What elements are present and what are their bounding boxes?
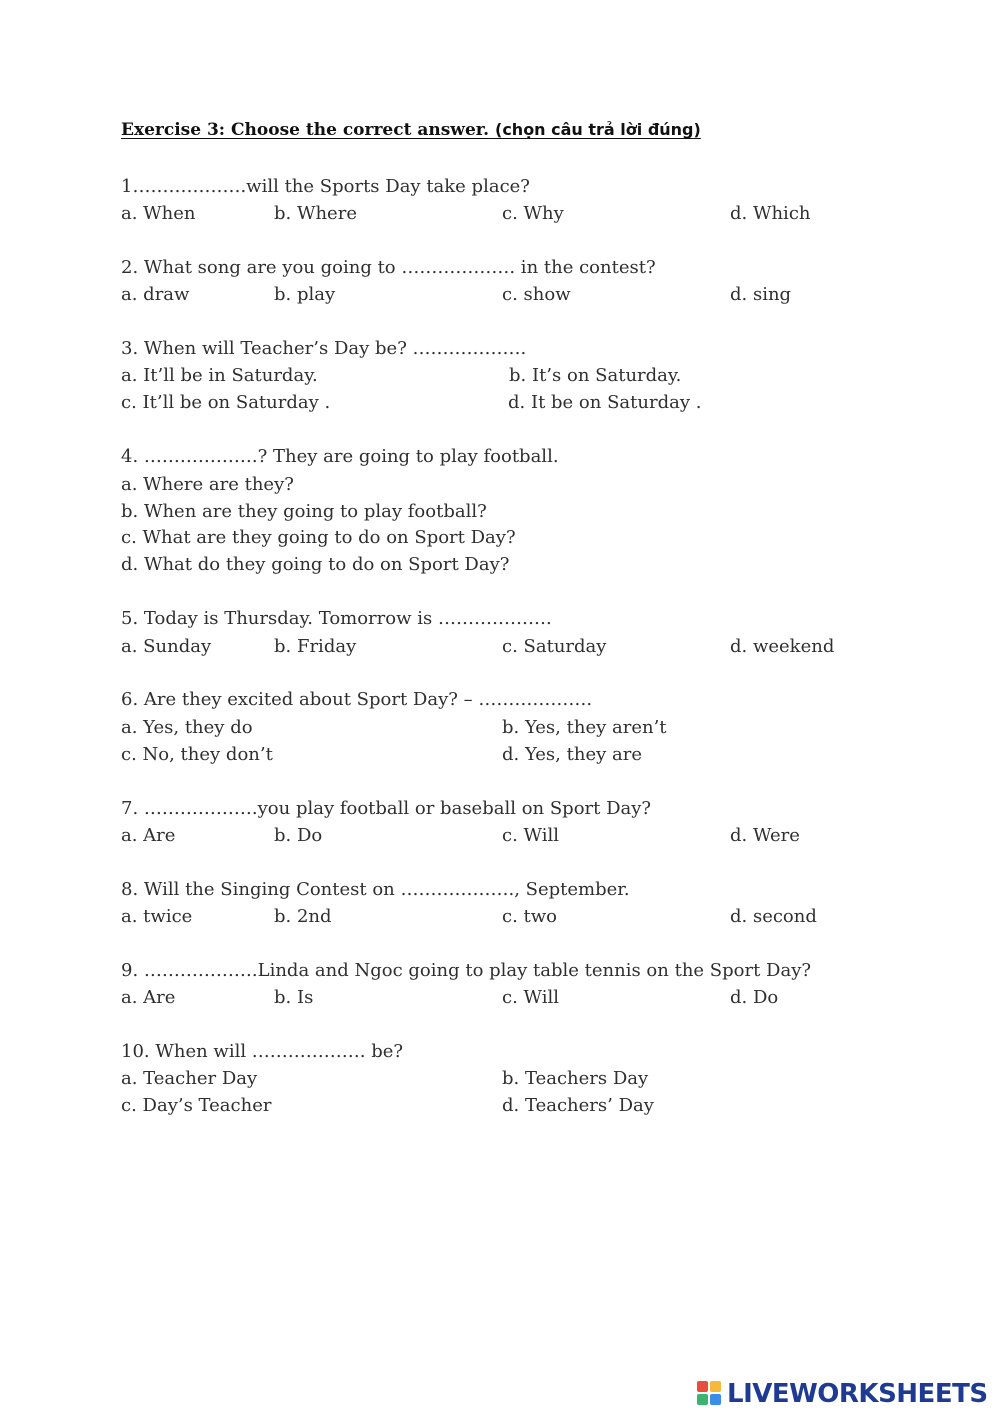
question-3-option-b[interactable]: b. It’s on Saturday.	[509, 365, 682, 386]
question-7-option-c[interactable]: c. Will	[502, 825, 559, 846]
question-9-option-c[interactable]: c. Will	[502, 987, 559, 1008]
liveworksheets-logo-text: LIVEWORKSHEETS	[727, 1379, 988, 1409]
question-7-option-b[interactable]: b. Do	[274, 825, 323, 846]
exercise-title-translation: (chọn câu trả lời đúng)	[495, 120, 701, 139]
question-1-option-d[interactable]: d. Which	[730, 203, 811, 224]
question-4-option-d[interactable]: d. What do they going to do on Sport Day?	[121, 554, 510, 575]
question-3-option-d[interactable]: d. It be on Saturday .	[508, 392, 702, 413]
question-10-option-b[interactable]: b. Teachers Day	[502, 1068, 649, 1089]
question-2-option-a[interactable]: a. draw	[121, 284, 190, 305]
question-5-stem: 5. Today is Thursday. Tomorrow is ……………….	[121, 608, 552, 629]
question-9-stem: 9. ……………….Linda and Ngoc going to play table tennis on the Sport Day?	[121, 960, 812, 981]
question-6-option-a[interactable]: a. Yes, they do	[121, 717, 253, 738]
question-2-stem: 2. What song are you going to ………………. in the contest?	[121, 257, 656, 278]
question-2-option-b[interactable]: b. play	[274, 284, 336, 305]
question-2-option-c[interactable]: c. show	[502, 284, 571, 305]
question-9-option-a[interactable]: a. Are	[121, 987, 176, 1008]
question-10-stem: 10. When will ………………. be?	[121, 1041, 404, 1062]
question-9-option-b[interactable]: b. Is	[274, 987, 314, 1008]
question-8-option-b[interactable]: b. 2nd	[274, 906, 332, 927]
question-6-option-c[interactable]: c. No, they don’t	[121, 744, 273, 765]
question-5-option-c[interactable]: c. Saturday	[502, 636, 607, 657]
question-3-option-a[interactable]: a. It’ll be in Saturday.	[121, 365, 318, 386]
question-3-stem: 3. When will Teacher’s Day be? ……………….	[121, 338, 527, 359]
question-9-option-d[interactable]: d. Do	[730, 987, 779, 1008]
question-3-option-c[interactable]: c. It’ll be on Saturday .	[121, 392, 331, 413]
question-4-stem: 4. ……………….? They are going to play football.	[121, 446, 559, 467]
question-7-option-a[interactable]: a. Are	[121, 825, 176, 846]
question-1-option-c[interactable]: c. Why	[502, 203, 564, 224]
question-8-option-c[interactable]: c. two	[502, 906, 558, 927]
exercise-title-main: Exercise 3: Choose the correct answer.	[121, 120, 490, 140]
question-4-option-b[interactable]: b. When are they going to play football?	[121, 501, 487, 522]
question-4-option-a[interactable]: a. Where are they?	[121, 474, 294, 495]
question-8-option-d[interactable]: d. second	[730, 906, 817, 927]
question-1-option-a[interactable]: a. When	[121, 203, 196, 224]
question-1-stem: 1……………….will the Sports Day take place?	[121, 176, 530, 197]
liveworksheets-logo-icon	[697, 1381, 723, 1407]
question-5-option-a[interactable]: a. Sunday	[121, 636, 212, 657]
question-6-option-d[interactable]: d. Yes, they are	[502, 744, 642, 765]
question-8-stem: 8. Will the Singing Contest on ………………., September.	[121, 879, 630, 900]
question-5-option-d[interactable]: d. weekend	[730, 636, 835, 657]
question-4-option-c[interactable]: c. What are they going to do on Sport Day?	[121, 527, 516, 548]
question-6-option-b[interactable]: b. Yes, they aren’t	[502, 717, 667, 738]
question-10-option-c[interactable]: c. Day’s Teacher	[121, 1095, 272, 1116]
question-7-option-d[interactable]: d. Were	[730, 825, 800, 846]
question-6-stem: 6. Are they excited about Sport Day? – ……………….	[121, 689, 593, 710]
question-8-option-a[interactable]: a. twice	[121, 906, 193, 927]
question-2-option-d[interactable]: d. sing	[730, 284, 792, 305]
question-5-option-b[interactable]: b. Friday	[274, 636, 357, 657]
liveworksheets-logo[interactable]	[697, 1378, 988, 1410]
question-7-stem: 7. ……………….you play football or baseball on Sport Day?	[121, 798, 652, 819]
question-10-option-a[interactable]: a. Teacher Day	[121, 1068, 258, 1089]
exercise-title	[121, 120, 701, 140]
question-10-option-d[interactable]: d. Teachers’ Day	[502, 1095, 654, 1116]
question-1-option-b[interactable]: b. Where	[274, 203, 357, 224]
